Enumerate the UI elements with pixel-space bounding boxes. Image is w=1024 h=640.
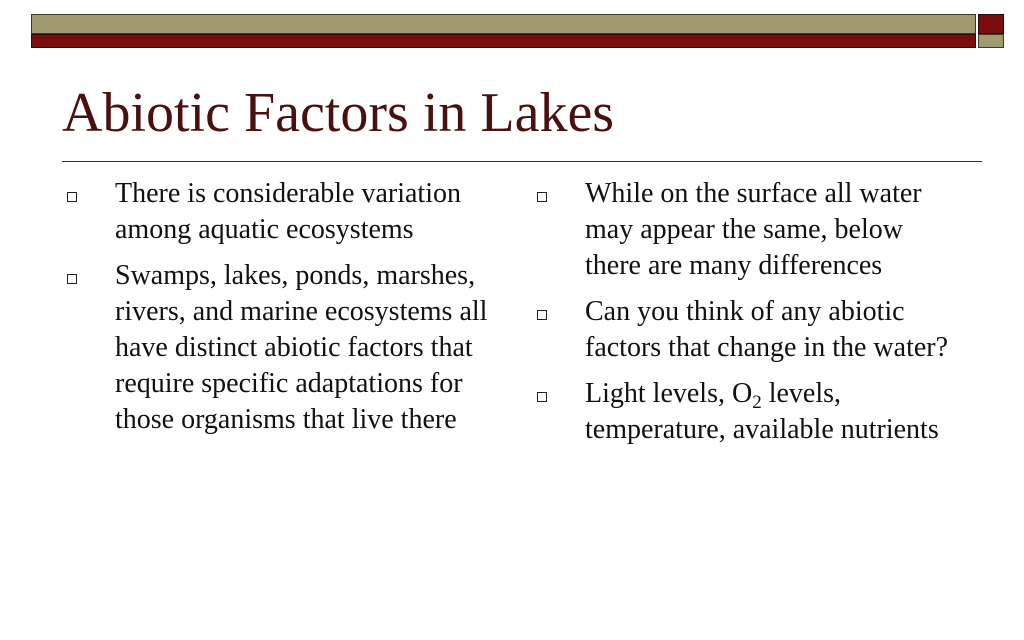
- hollow-square-bullet-icon: [537, 192, 547, 202]
- header-square-maroon: [978, 14, 1004, 34]
- bullet-text: There is considerable variation among aquatic ecosystems: [115, 178, 461, 245]
- bullet-text: Can you think of any abiotic factors that change in the water?: [585, 296, 949, 363]
- oxygen-subscript: 2: [752, 392, 762, 413]
- header-square-olive: [978, 34, 1004, 48]
- bullet-item: [62, 176, 502, 248]
- header-bar-maroon: [31, 34, 976, 48]
- slide-title: Abiotic Factors in Lakes: [62, 82, 615, 144]
- hollow-square-bullet-icon: [537, 392, 547, 402]
- bullet-item: [532, 294, 952, 366]
- hollow-square-bullet-icon: [537, 310, 547, 320]
- bullet-item: [532, 376, 952, 448]
- bullet-item: [532, 176, 952, 284]
- bullet-text-part: levels, temperature, available nutrients: [585, 378, 939, 445]
- bullet-text: Swamps, lakes, ponds, marshes, rivers, and marine ecosystems all have distinct abiotic factors that require specific adaptations for those organisms that live there: [115, 260, 488, 435]
- hollow-square-bullet-icon: [67, 192, 77, 202]
- right-bullet-list: [532, 176, 952, 458]
- bullet-text: [585, 378, 939, 445]
- header-bar-olive: [31, 14, 976, 34]
- bullet-text-part: Light levels, O: [585, 378, 753, 409]
- left-bullet-list: [62, 176, 502, 448]
- title-divider: [62, 161, 982, 162]
- bullet-item: [62, 258, 502, 438]
- bullet-text: While on the surface all water may appear the same, below there are many differences: [585, 178, 922, 281]
- hollow-square-bullet-icon: [67, 274, 77, 284]
